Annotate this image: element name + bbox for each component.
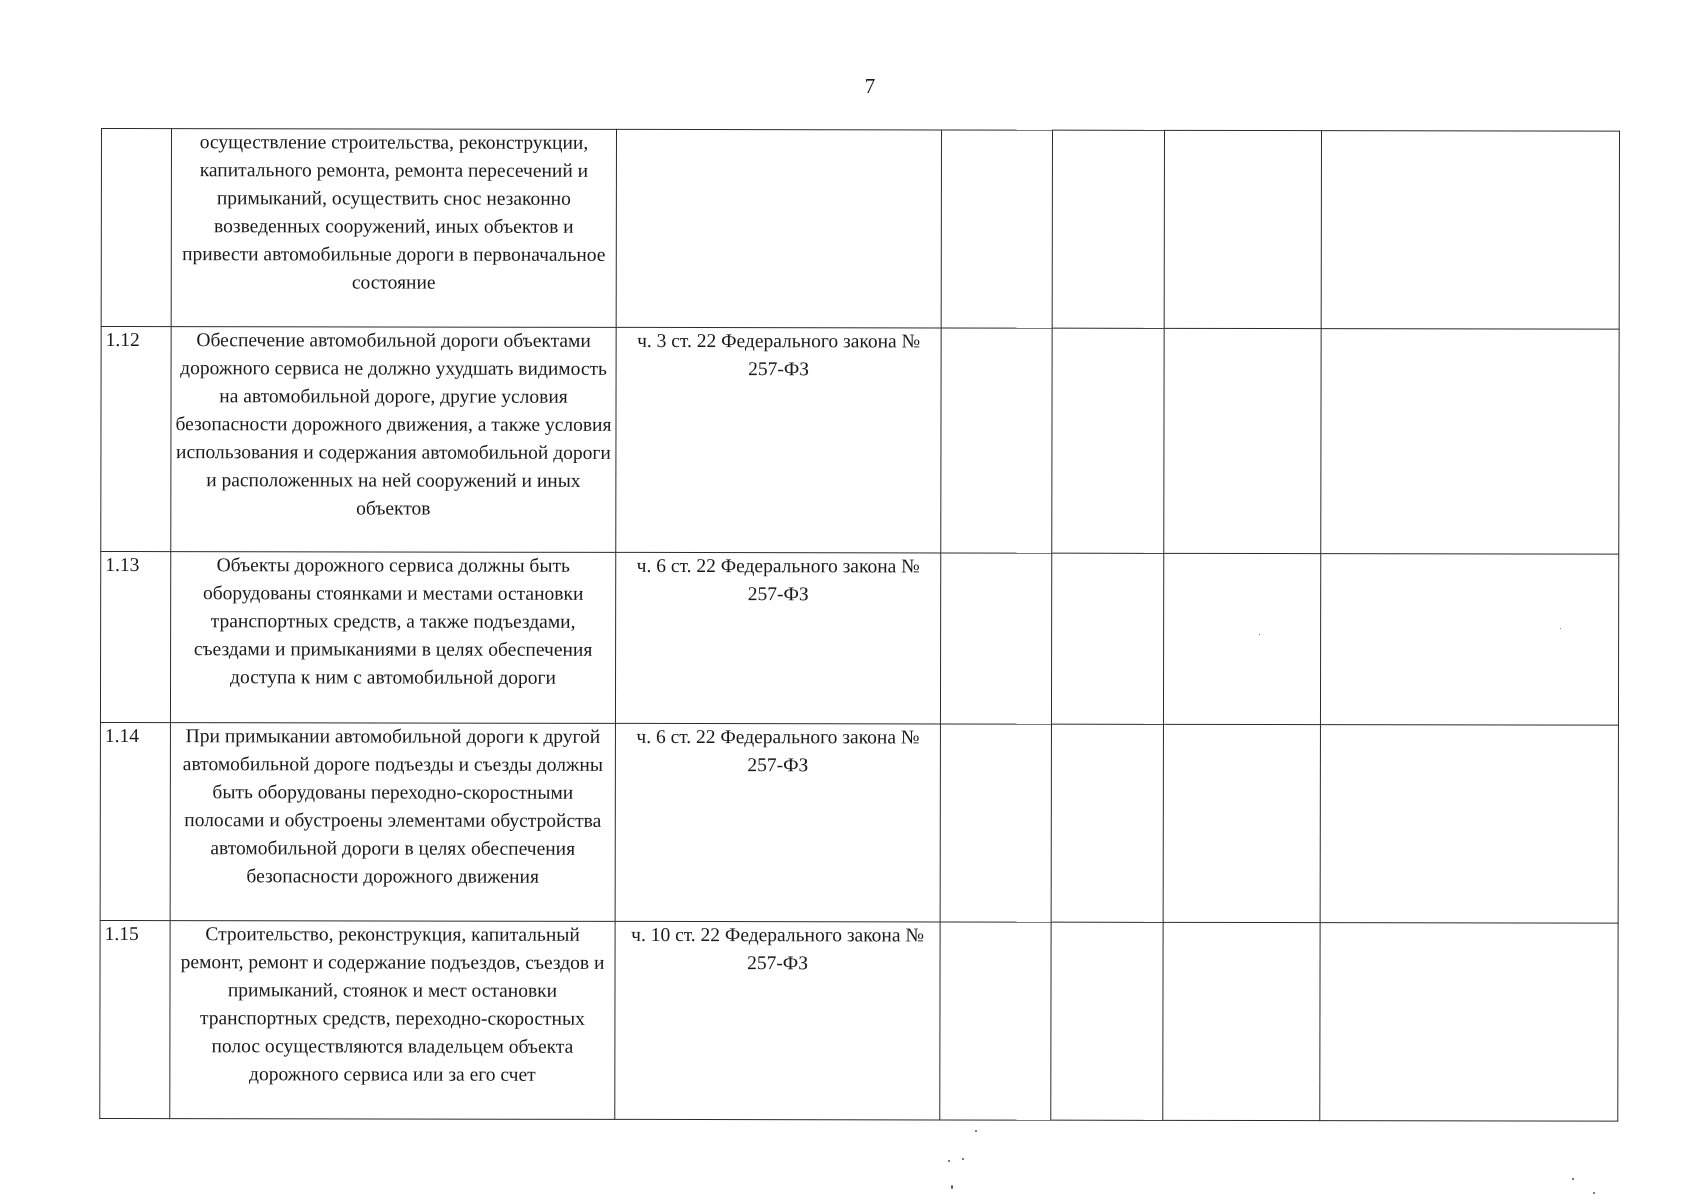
legal-reference: ч. 10 ст. 22 Федерального закона № 257-ФЗ	[615, 921, 940, 1120]
legal-reference: ч. 3 ст. 22 Федерального закона № 257-ФЗ	[616, 327, 941, 553]
item-number: 1.13	[100, 552, 170, 723]
requirement-text: Обеспечение автомобильной дороги объектами дорожного сервиса не должно ухудшать видимость на автомобильной дороге, другие условия безопасности дорожного движения, а также условия использования и содержания автомобильной дороги и расположенных на ней сооружений и иных объектов	[171, 327, 616, 553]
scan-speck	[951, 1185, 953, 1189]
answer-na-cell	[1164, 328, 1321, 553]
table-row	[101, 129, 1619, 330]
scan-speck	[1572, 1178, 1574, 1180]
table-row	[100, 722, 1618, 923]
item-number: 1.12	[101, 327, 171, 552]
table-row	[101, 327, 1619, 555]
scan-speck	[962, 1158, 964, 1160]
scan-speck	[1259, 634, 1260, 635]
answer-yes-cell	[941, 130, 1052, 328]
item-number: 1.15	[100, 920, 170, 1118]
scan-speck	[948, 1160, 950, 1162]
answer-na-cell	[1163, 922, 1320, 1120]
answer-yes-cell	[940, 724, 1051, 922]
requirement-text: Объекты дорожного сервиса должны быть оборудованы стоянками и местами остановки транспортных средств, а также подъездами, съездами и примыканиями в целях обеспечения доступа к ним с автомобильной дороги	[170, 552, 615, 724]
notes-cell	[1320, 554, 1618, 726]
answer-yes-cell	[940, 922, 1051, 1120]
requirements-table	[99, 128, 1620, 1122]
legal-reference	[616, 129, 941, 328]
item-number	[101, 129, 171, 327]
notes-cell	[1320, 725, 1618, 924]
answer-no-cell	[1052, 130, 1164, 328]
page-number: 7	[864, 74, 876, 98]
notes-cell	[1320, 923, 1618, 1122]
notes-cell	[1321, 131, 1619, 330]
answer-na-cell	[1164, 130, 1321, 328]
requirement-text: Строительство, реконструкция, капитальный ремонт, ремонт и содержание подъездов, съездов и примыканий, стоянок и мест остановки транспортных средств, переходно-скоростных полос осуществляются владельцем объекта дорожного сервиса или за его счет	[170, 921, 615, 1120]
requirement-text: При примыкании автомобильной дороги к другой автомобильной дороге подъезды и съезды должны быть оборудованы переходно-скоростными полосами и обустроены элементами обустройства автомобильной дороги в целях обеспечения безопасности дорожного движения	[170, 723, 615, 922]
item-number: 1.14	[100, 722, 170, 920]
legal-reference: ч. 6 ст. 22 Федерального закона № 257-ФЗ	[615, 552, 940, 724]
scan-speck	[1560, 628, 1561, 629]
answer-no-cell	[1052, 328, 1164, 553]
table-row	[100, 920, 1618, 1121]
scan-speck	[975, 1130, 977, 1132]
scan-speck	[1593, 1192, 1595, 1194]
answer-na-cell	[1163, 553, 1320, 724]
answer-no-cell	[1051, 922, 1163, 1120]
table-row	[100, 552, 1618, 726]
answer-no-cell	[1051, 724, 1163, 922]
answer-yes-cell	[941, 328, 1052, 553]
notes-cell	[1321, 329, 1619, 555]
answer-no-cell	[1051, 553, 1163, 724]
answer-na-cell	[1163, 724, 1320, 922]
answer-yes-cell	[940, 553, 1051, 724]
requirement-text: осуществление строительства, реконструкции, капитального ремонта, ремонта пересечений и примыканий, осуществить снос незаконно возведенных сооружений, иных объектов и привести автомобильные дороги в первоначальное состояние	[171, 129, 616, 328]
legal-reference: ч. 6 ст. 22 Федерального закона № 257-ФЗ	[615, 723, 940, 922]
